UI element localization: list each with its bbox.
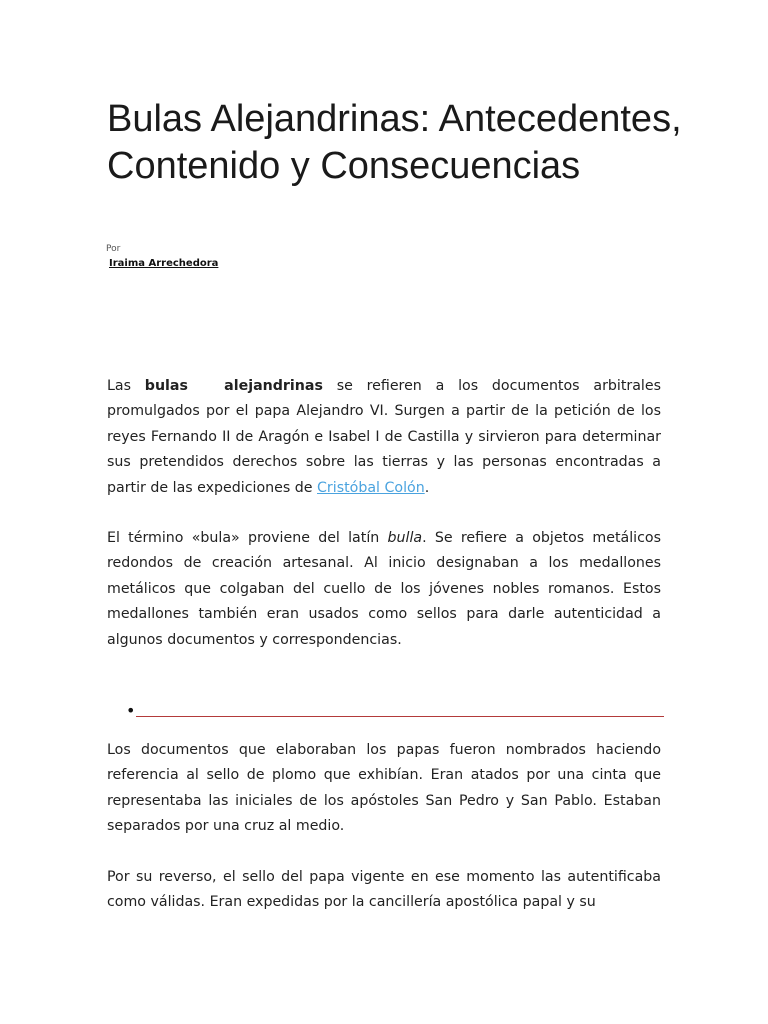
paragraph-intro-body: se refieren a los documentos arbitrales promulgados por el papa Alejandro VI. Surgen a partir de la petición de los reyes Fernando II de Aragón e Isabel I de Castilla y sirvieron para determinar sus pretendidos derechos sobre las tierras y las personas encontradas a partir de las expediciones de — [107, 378, 661, 496]
paragraph-etymology-lead: El término «bula» proviene del latín — [107, 530, 388, 546]
bullet-separator — [126, 700, 664, 720]
latin-term-bulla: bulla — [387, 530, 423, 546]
byline-label: Por — [106, 244, 121, 254]
article-title: Bulas Alejandrinas: Antecedentes, Contenido y Consecuencias — [107, 98, 682, 187]
paragraph-intro — [107, 374, 661, 501]
keyword-bulas-alejandrinas: bulas alejandrinas — [144, 378, 323, 394]
bullet-dot-icon: • — [126, 701, 136, 720]
horizontal-rule — [136, 716, 664, 717]
paragraph-intro-lead: Las — [107, 378, 145, 394]
paragraph-etymology — [107, 526, 661, 653]
paragraph-seal: Los documentos que elaboraban los papas fueron nombrados haciendo referencia al sello de plomo que exhibían. Eran atados por una cinta que representaba las iniciales de los apóstoles San Pedro y San Pablo. Estaban separados por una cruz al medio. — [107, 742, 661, 835]
paragraph-reverse: Por su reverso, el sello del papa vigente en ese momento las autentificaba como válidas. Eran expedidas por la cancillería apostólica papal y su — [107, 869, 661, 911]
author-link[interactable]: Iraima Arrechedora — [109, 258, 219, 269]
cristobal-colon-link[interactable]: Cristóbal Colón — [317, 479, 425, 496]
paragraph-intro-end: . — [424, 479, 430, 496]
paragraph-etymology-body: . Se refiere a objetos metálicos redondos de creación artesanal. Al inicio designaban a los medallones metálicos que colgaban del cuello de los jóvenes nobles romanos. Estos medallones también eran usados como sellos para darle autenticidad a algunos documentos y correspondencias. — [107, 530, 661, 648]
